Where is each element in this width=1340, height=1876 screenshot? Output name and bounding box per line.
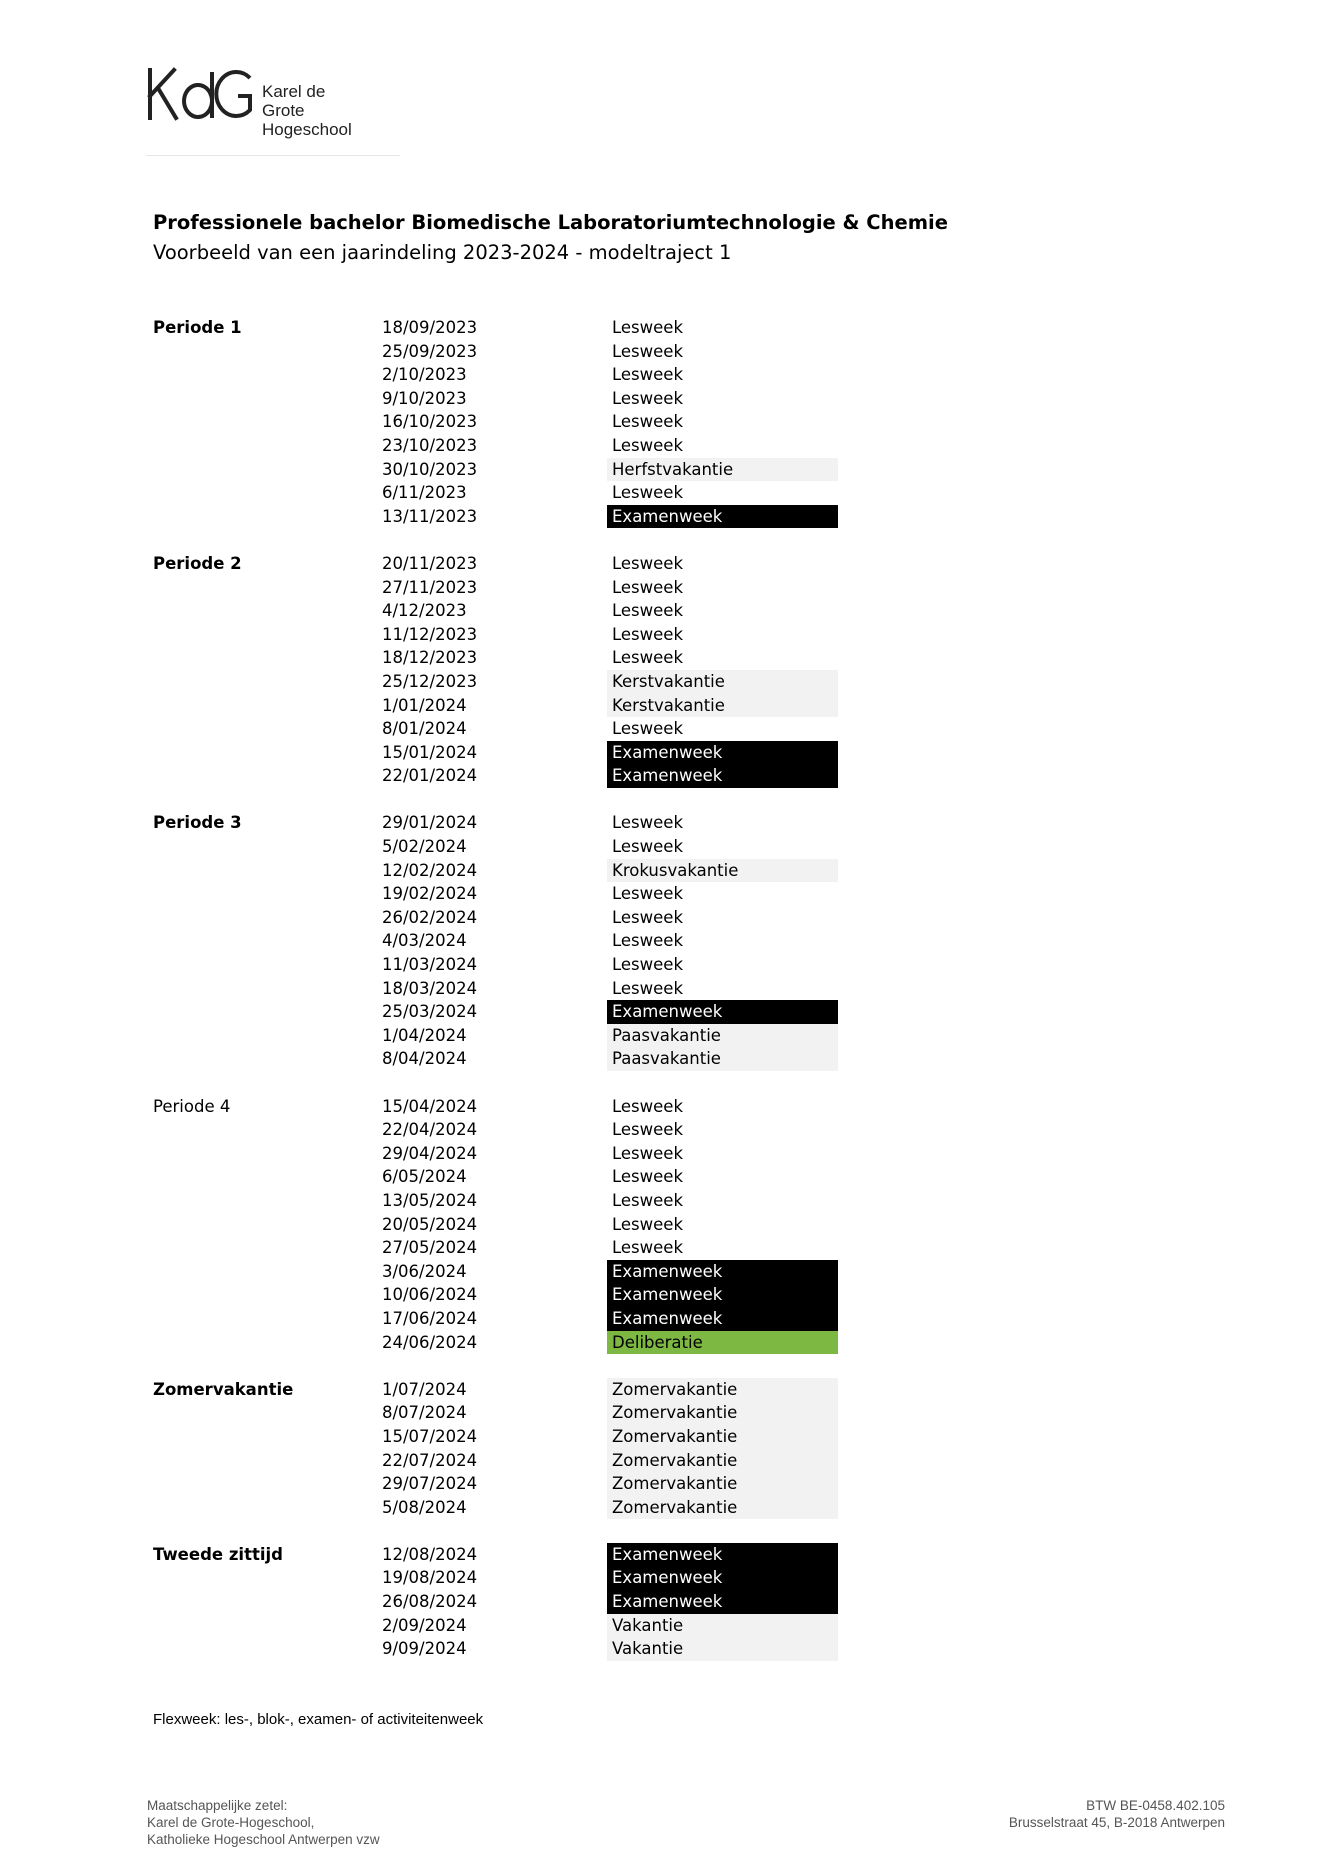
week-date: 11/03/2024: [382, 955, 478, 975]
schedule-row: [153, 694, 1153, 718]
week-date: 1/01/2024: [382, 695, 467, 715]
week-status: Lesweek: [612, 601, 684, 621]
logo-line-2: Hogeschool: [262, 120, 352, 139]
week-date: 23/10/2023: [382, 435, 478, 455]
week-date: 13/11/2023: [382, 506, 478, 526]
schedule-row: [153, 1165, 1153, 1189]
week-date: 8/01/2024: [382, 719, 467, 739]
week-status: Lesweek: [612, 1167, 684, 1187]
week-status: Lesweek: [612, 435, 684, 455]
week-status: Lesweek: [612, 813, 684, 833]
week-date: 1/07/2024: [382, 1379, 467, 1399]
schedule-row: [153, 1095, 1153, 1119]
schedule-row: [153, 977, 1153, 1001]
schedule-row: [153, 1047, 1153, 1071]
week-status: Herfstvakantie: [607, 458, 838, 482]
schedule-row: [153, 811, 1153, 835]
schedule-row: [153, 929, 1153, 953]
schedule-row: [153, 1236, 1153, 1260]
schedule-row: [153, 741, 1153, 765]
week-status: Lesweek: [612, 955, 684, 975]
week-status: Lesweek: [612, 1238, 684, 1258]
week-date: 19/08/2024: [382, 1568, 478, 1588]
kdg-logo-mark: [146, 66, 256, 122]
schedule-row: [153, 953, 1153, 977]
week-date: 12/08/2024: [382, 1544, 478, 1564]
week-date: 6/11/2023: [382, 483, 467, 503]
week-date: 27/11/2023: [382, 577, 478, 597]
week-status: Lesweek: [612, 837, 684, 857]
schedule-section: [153, 811, 1153, 1071]
logo-line-1: Karel de Grote: [262, 82, 326, 120]
week-date: 27/05/2024: [382, 1238, 478, 1258]
schedule-row: [153, 859, 1153, 883]
schedule-row: [153, 1189, 1153, 1213]
schedule-row: [153, 670, 1153, 694]
week-status: Paasvakantie: [607, 1024, 838, 1048]
schedule-row: [153, 1118, 1153, 1142]
week-date: 25/03/2024: [382, 1002, 478, 1022]
logo-text: [262, 82, 352, 139]
week-status: Lesweek: [612, 365, 684, 385]
week-status: Lesweek: [612, 318, 684, 337]
week-date: 2/09/2024: [382, 1615, 467, 1635]
week-status: Lesweek: [612, 412, 684, 432]
schedule-row: [153, 363, 1153, 387]
week-status: Examenweek: [607, 1590, 838, 1614]
week-status: Lesweek: [612, 648, 684, 668]
week-status: Kerstvakantie: [607, 670, 838, 694]
week-status: Lesweek: [612, 719, 684, 739]
week-status: Lesweek: [612, 483, 684, 503]
week-status: Lesweek: [612, 1120, 684, 1140]
week-status: Examenweek: [607, 1283, 838, 1307]
schedule-row: [153, 1024, 1153, 1048]
period-label: Zomervakantie: [153, 1379, 294, 1399]
week-status: Lesweek: [612, 978, 684, 998]
schedule-row: [153, 458, 1153, 482]
week-date: 6/05/2024: [382, 1167, 467, 1187]
week-status: Examenweek: [607, 1260, 838, 1284]
week-status: Vakantie: [607, 1637, 838, 1661]
period-label: Periode 2: [153, 553, 242, 573]
week-date: 26/02/2024: [382, 907, 478, 927]
schedule-row: [153, 646, 1153, 670]
schedule-row: [153, 623, 1153, 647]
week-date: 11/12/2023: [382, 624, 478, 644]
week-status: Lesweek: [612, 1190, 684, 1210]
week-date: 15/01/2024: [382, 742, 478, 762]
week-date: 18/12/2023: [382, 648, 478, 668]
week-status: Vakantie: [607, 1614, 838, 1638]
week-status: Examenweek: [607, 505, 838, 529]
week-status: Krokusvakantie: [607, 859, 838, 883]
schedule-row: [153, 1472, 1153, 1496]
week-date: 17/06/2024: [382, 1308, 478, 1328]
period-label: Tweede zittijd: [153, 1544, 283, 1564]
schedule-row: [153, 1496, 1153, 1520]
week-date: 29/04/2024: [382, 1143, 478, 1163]
footer-left-line: Katholieke Hogeschool Antwerpen vzw: [147, 1832, 380, 1847]
week-status: Kerstvakantie: [607, 694, 838, 718]
schedule-section: [153, 1378, 1153, 1520]
week-date: 15/07/2024: [382, 1426, 478, 1446]
schedule-row: [153, 764, 1153, 788]
schedule-row: [153, 1401, 1153, 1425]
footer-address: Brusselstraat 45, B-2018 Antwerpen: [1008, 1815, 1225, 1830]
week-status: Examenweek: [607, 1566, 838, 1590]
week-status: Lesweek: [612, 1214, 684, 1234]
week-status: Lesweek: [612, 1143, 684, 1163]
week-status: Lesweek: [612, 624, 684, 644]
week-date: 4/03/2024: [382, 931, 467, 951]
week-date: 16/10/2023: [382, 412, 478, 432]
week-status: Lesweek: [612, 341, 684, 361]
footer-left-line: Karel de Grote-Hogeschool,: [147, 1815, 315, 1830]
schedule-row: [153, 906, 1153, 930]
week-status: Zomervakantie: [607, 1378, 838, 1402]
week-status: Examenweek: [607, 1543, 838, 1567]
schedule-section: [153, 1543, 1153, 1661]
week-date: 13/05/2024: [382, 1190, 478, 1210]
footer-left-line: Maatschappelijke zetel:: [147, 1798, 288, 1813]
flexweek-note: Flexweek: les-, blok-, examen- of activiteitenweek: [153, 1711, 484, 1728]
week-date: 4/12/2023: [382, 601, 467, 621]
footer-vat-number: BTW BE-0458.402.105: [1086, 1798, 1225, 1813]
week-status: Zomervakantie: [607, 1449, 838, 1473]
week-date: 24/06/2024: [382, 1332, 478, 1352]
week-status: Lesweek: [612, 1096, 684, 1116]
schedule-row: [153, 316, 1153, 340]
schedule-row: [153, 1637, 1153, 1661]
week-status: Lesweek: [612, 907, 684, 927]
period-label: Periode 4: [153, 1096, 231, 1116]
week-date: 15/04/2024: [382, 1096, 478, 1116]
schedule-section: [153, 552, 1153, 788]
week-date: 2/10/2023: [382, 365, 467, 385]
schedule-row: [153, 1425, 1153, 1449]
schedule-row: [153, 599, 1153, 623]
week-date: 10/06/2024: [382, 1285, 478, 1305]
period-label: Periode 1: [153, 318, 242, 337]
week-status: Zomervakantie: [607, 1472, 838, 1496]
week-date: 8/07/2024: [382, 1403, 467, 1423]
week-status: Examenweek: [607, 764, 838, 788]
week-date: 25/09/2023: [382, 341, 478, 361]
week-status: Lesweek: [612, 577, 684, 597]
week-date: 9/09/2024: [382, 1639, 467, 1659]
document-title: Professionele bachelor Biomedische Laboratoriumtechnologie & Chemie: [153, 211, 948, 234]
week-date: 18/03/2024: [382, 978, 478, 998]
week-status: Lesweek: [612, 884, 684, 904]
week-status: Paasvakantie: [607, 1047, 838, 1071]
week-date: 22/04/2024: [382, 1120, 478, 1140]
schedule-row: [153, 387, 1153, 411]
schedule-row: [153, 481, 1153, 505]
schedule-row: [153, 552, 1153, 576]
footer-right: [900, 1797, 1225, 1831]
schedule-row: [153, 1566, 1153, 1590]
schedule-row: [153, 1307, 1153, 1331]
schedule-section: [153, 316, 1153, 528]
schedule-row: [153, 1614, 1153, 1638]
week-date: 5/02/2024: [382, 837, 467, 857]
week-status: Zomervakantie: [607, 1425, 838, 1449]
period-label: Periode 3: [153, 813, 242, 833]
week-date: 20/11/2023: [382, 553, 478, 573]
week-date: 3/06/2024: [382, 1261, 467, 1281]
week-status: Zomervakantie: [607, 1496, 838, 1520]
week-date: 25/12/2023: [382, 671, 478, 691]
schedule-row: [153, 1142, 1153, 1166]
schedule-row: [153, 1543, 1153, 1567]
document-subtitle: Voorbeeld van een jaarindeling 2023-2024 - modeltraject 1: [153, 241, 732, 264]
schedule-row: [153, 1331, 1153, 1355]
week-date: 22/07/2024: [382, 1450, 478, 1470]
schedule-row: [153, 1449, 1153, 1473]
week-date: 26/08/2024: [382, 1592, 478, 1612]
schedule-row: [153, 505, 1153, 529]
schedule-row: [153, 1283, 1153, 1307]
schedule-row: [153, 576, 1153, 600]
week-status: Deliberatie: [607, 1331, 838, 1355]
week-status: Zomervakantie: [607, 1401, 838, 1425]
week-date: 29/07/2024: [382, 1474, 478, 1494]
week-date: 1/04/2024: [382, 1025, 467, 1045]
schedule-row: [153, 1260, 1153, 1284]
schedule-section: [153, 1095, 1153, 1355]
header-divider: [146, 155, 400, 156]
week-status: Examenweek: [607, 1307, 838, 1331]
week-date: 22/01/2024: [382, 766, 478, 786]
week-status: Lesweek: [612, 931, 684, 951]
schedule-row: [153, 1213, 1153, 1237]
schedule-row: [153, 717, 1153, 741]
week-status: Lesweek: [612, 553, 684, 573]
week-date: 30/10/2023: [382, 459, 478, 479]
week-date: 29/01/2024: [382, 813, 478, 833]
schedule-table: [153, 316, 1153, 1684]
schedule-row: [153, 1000, 1153, 1024]
schedule-row: [153, 434, 1153, 458]
schedule-row: [153, 1590, 1153, 1614]
schedule-row: [153, 835, 1153, 859]
schedule-row: [153, 410, 1153, 434]
week-status: Lesweek: [612, 388, 684, 408]
week-date: 19/02/2024: [382, 884, 478, 904]
schedule-row: [153, 882, 1153, 906]
week-date: 5/08/2024: [382, 1497, 467, 1517]
week-date: 9/10/2023: [382, 388, 467, 408]
footer-left: [147, 1797, 380, 1848]
week-date: 8/04/2024: [382, 1049, 467, 1069]
schedule-row: [153, 1378, 1153, 1402]
week-date: 18/09/2023: [382, 318, 478, 337]
week-status: Examenweek: [607, 741, 838, 765]
week-date: 12/02/2024: [382, 860, 478, 880]
schedule-row: [153, 340, 1153, 364]
week-date: 20/05/2024: [382, 1214, 478, 1234]
week-status: Examenweek: [607, 1000, 838, 1024]
